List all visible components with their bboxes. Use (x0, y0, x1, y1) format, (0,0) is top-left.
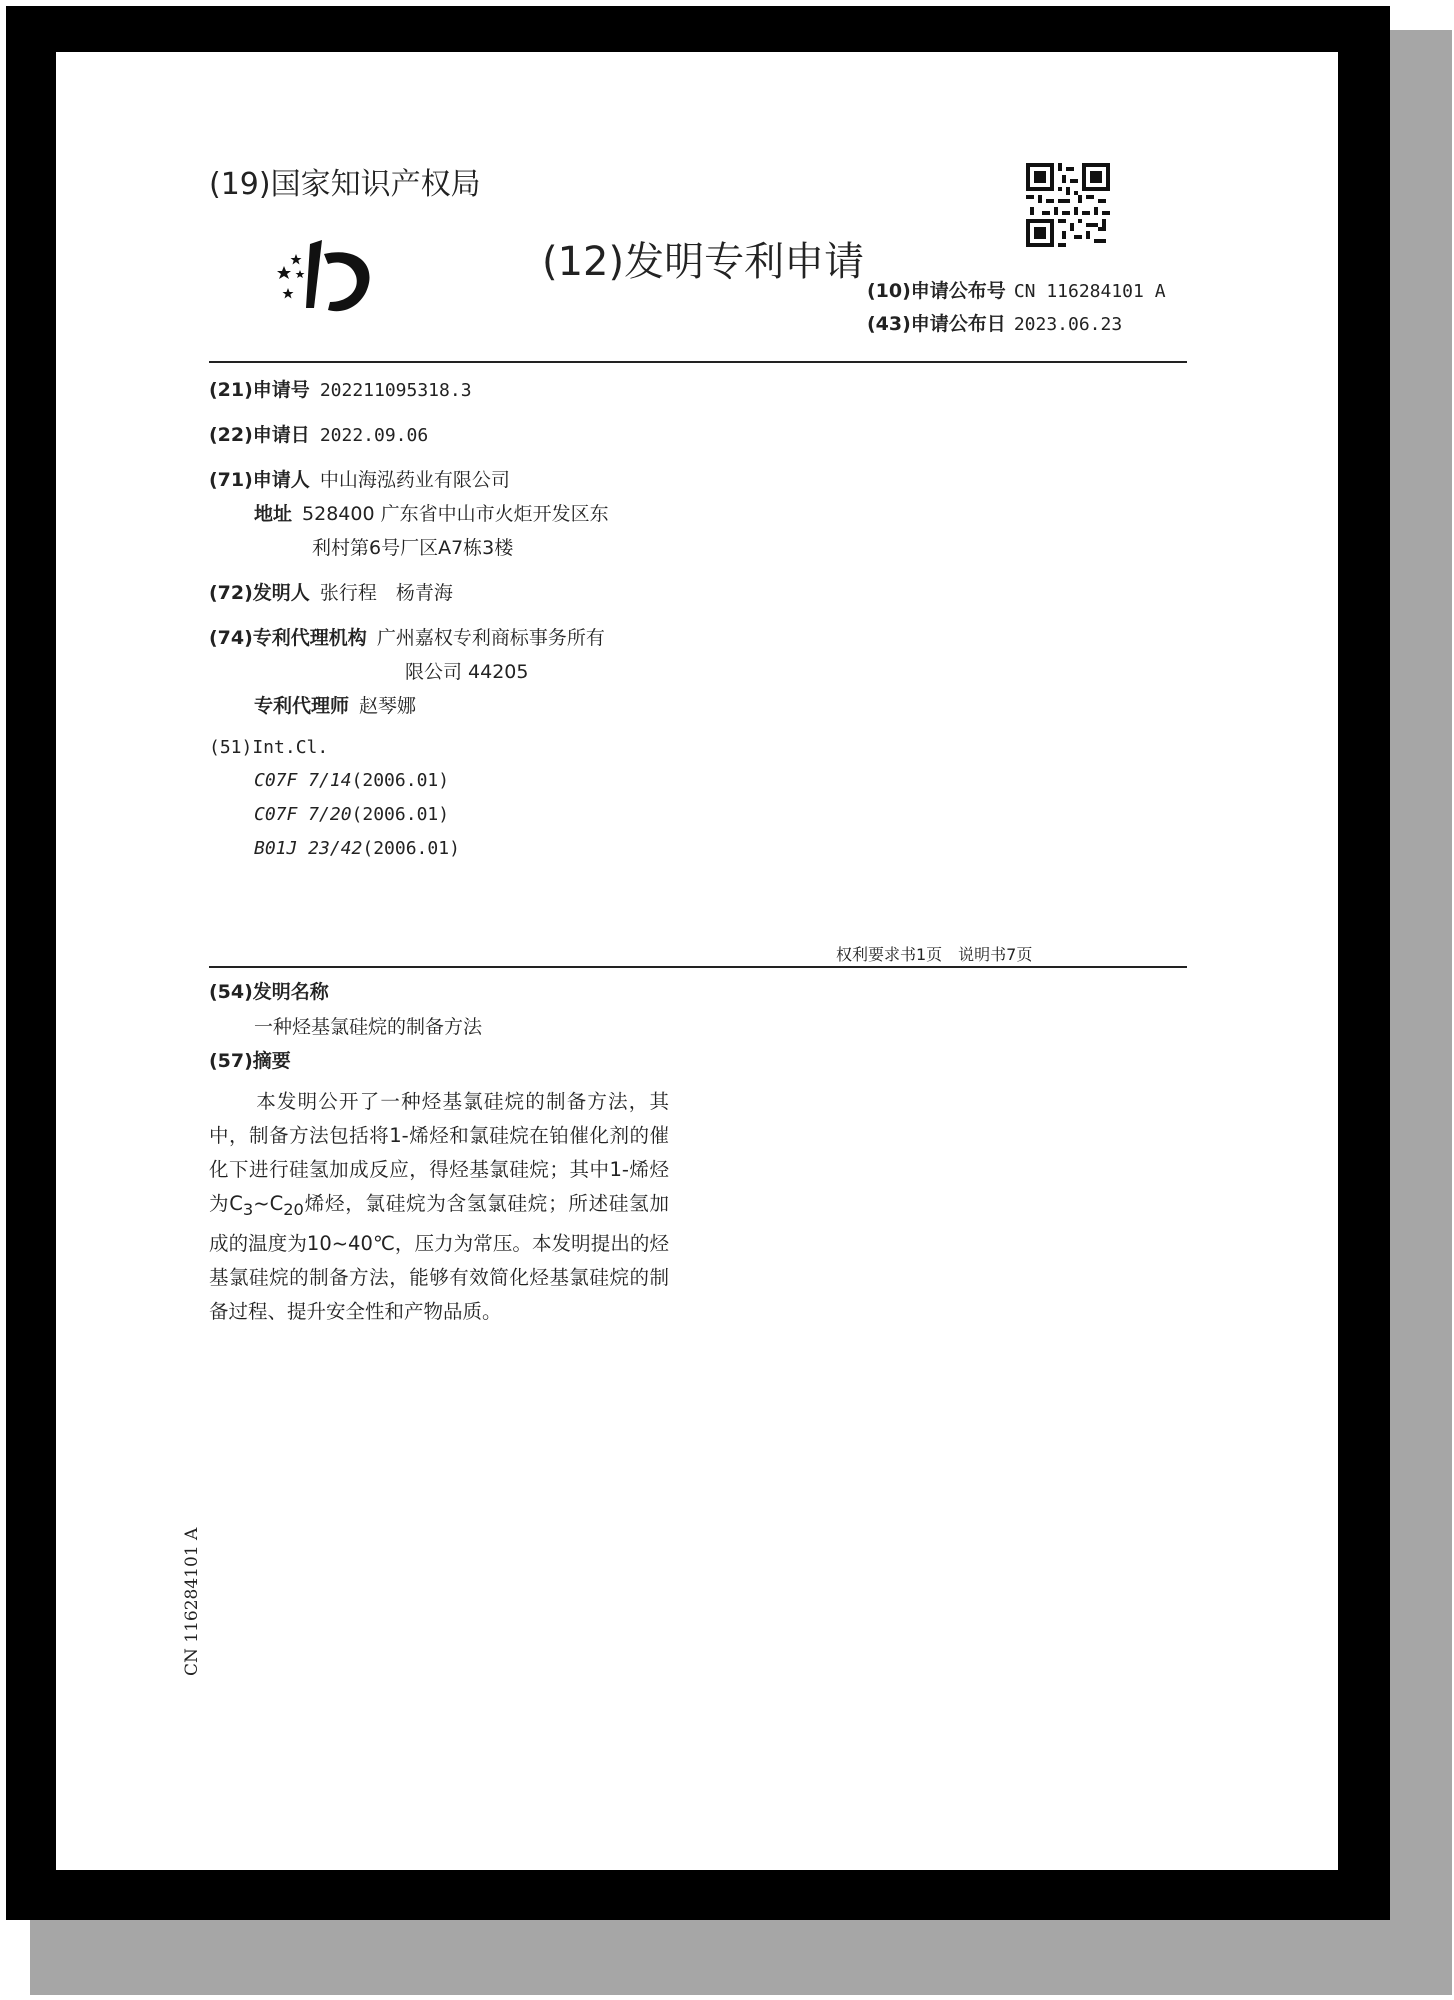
publication-date-label: (43)申请公布日 (867, 313, 1006, 335)
application-number: 202211095318.3 (319, 380, 472, 401)
ipc-code: C07F 7/14 (254, 770, 352, 791)
applicant-row (209, 465, 510, 492)
abstract-label-text: (57)摘要 (209, 1050, 291, 1072)
ipc-class-2 (254, 804, 449, 825)
application-date-label: (22)申请日 (209, 424, 310, 446)
ipc-version: (2006.01) (351, 804, 450, 825)
agency-line-1: 广州嘉权专利商标事务所有 (376, 627, 605, 649)
ipc-class-1 (254, 770, 449, 791)
inventors-row (209, 578, 453, 605)
abstract-label (209, 1046, 291, 1073)
application-number-row (209, 375, 472, 402)
agent: 赵琴娜 (359, 695, 417, 717)
application-date: 2022.09.06 (319, 425, 429, 446)
title-label (209, 977, 329, 1004)
application-date-row (209, 420, 428, 447)
publication-number-row (867, 276, 1166, 303)
ipc-version: (2006.01) (362, 838, 460, 859)
abstract-text (209, 1085, 669, 1329)
inventors-label: (72)发明人 (209, 582, 310, 604)
agent-label: 专利代理师 (254, 695, 350, 717)
cnipa-emblem-icon (266, 236, 396, 331)
applicant-label: (71)申请人 (209, 469, 310, 491)
header-divider (209, 361, 1187, 363)
applicant: 中山海泓药业有限公司 (319, 469, 510, 491)
biblio-divider (209, 966, 1187, 968)
agency-label: (74)专利代理机构 (209, 627, 367, 649)
carbon-subscript-min: 3 (242, 1199, 254, 1219)
agent-row (254, 691, 416, 718)
document-type: (12)发明专利申请 (542, 239, 865, 285)
title-label-text: (54)发明名称 (209, 981, 329, 1003)
abstract-part-3: 烯烃，氯硅烷为含氢氯硅烷；所述硅氢加成的温度为10~40℃，压力为常压。本发明提出的烃基氯硅烷的制备方法，能够有效简化烃基氯硅烷的制备过程、提升安全性和产物品质。 (209, 1192, 669, 1323)
intcl-row (209, 736, 328, 758)
carbon-subscript-max: 20 (283, 1199, 304, 1219)
agency-row (209, 623, 605, 650)
address-line-1: 528400 广东省中山市火炬开发区东 (302, 503, 609, 525)
publication-number: CN 116284101 A (1013, 281, 1166, 302)
intcl-label: (51)Int.Cl. (209, 737, 329, 758)
agency-line-2: 限公司 44205 (405, 661, 529, 683)
publication-date: 2023.06.23 (1013, 314, 1123, 335)
invention-title: 一种烃基氯硅烷的制备方法 (254, 1016, 483, 1038)
address-label: 地址 (254, 503, 293, 525)
qr-code-icon (1026, 163, 1110, 247)
inventors: 张行程 杨青海 (319, 582, 453, 604)
ipc-class-3 (254, 838, 460, 859)
address-row (254, 499, 609, 526)
publication-date-row (867, 309, 1122, 336)
ipc-code: B01J 23/42 (254, 838, 363, 859)
abstract-part-2: ~C (253, 1192, 284, 1215)
ipc-code: C07F 7/20 (254, 804, 352, 825)
page-count-note: 权利要求书1页 说明书7页 (836, 945, 1033, 964)
office-name: (19)国家知识产权局 (209, 167, 481, 202)
address-line-2: 利村第6号厂区A7栋3楼 (312, 537, 514, 559)
patent-page (56, 52, 1338, 1870)
publication-number-label: (10)申请公布号 (867, 280, 1006, 302)
application-number-label: (21)申请号 (209, 379, 310, 401)
abstract-part-1: 本发明公开了一种烃基氯硅烷的制备方法，其中，制备方法包括将1-烯烃和氯硅烷在铂催化剂的催化下进行硅氢加成反应，得烃基氯硅烷；其中1-烯烃为C (209, 1090, 669, 1215)
side-publication-number: CN 116284101 A (182, 1527, 202, 1676)
ipc-version: (2006.01) (351, 770, 450, 791)
